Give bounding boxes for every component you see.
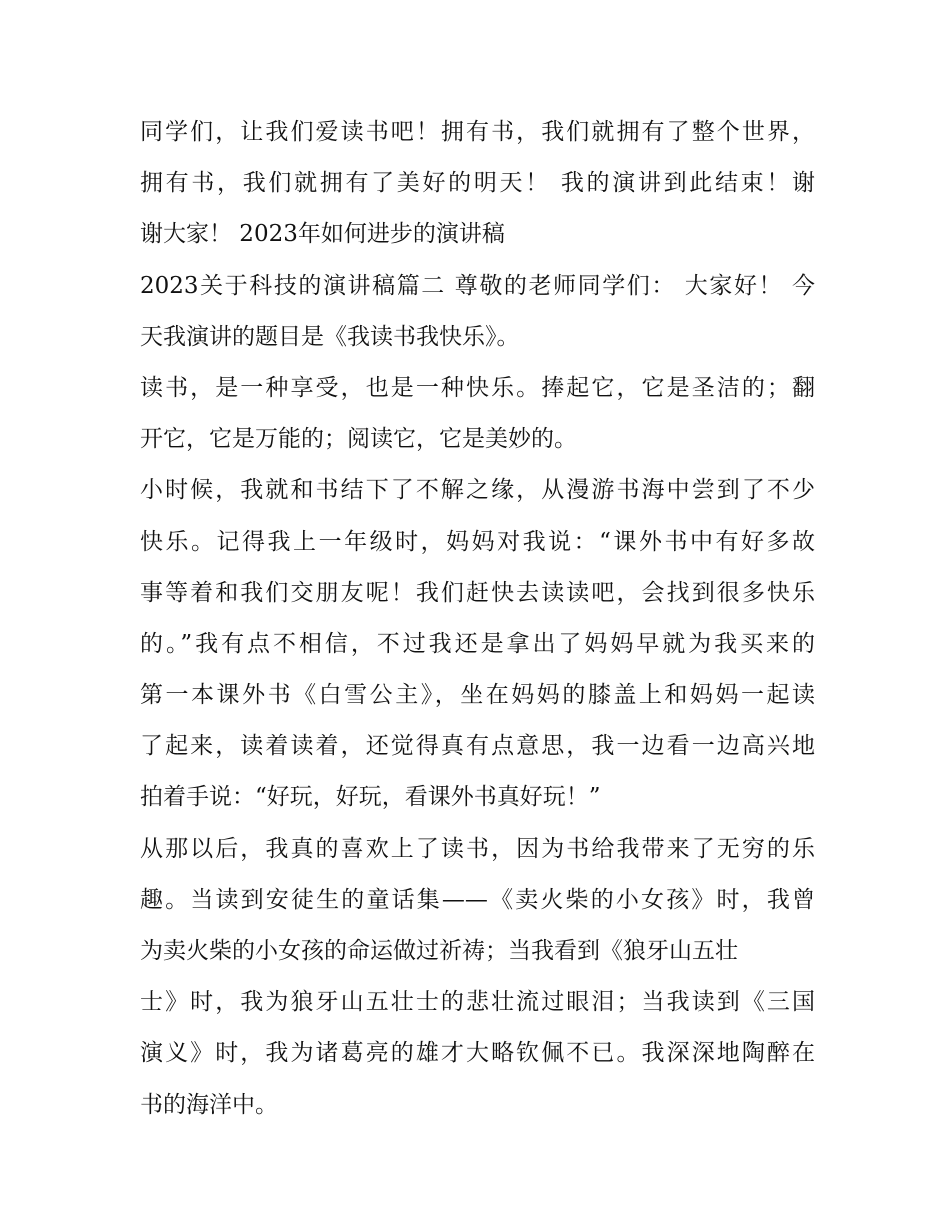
- text-line-1: 同学们，让我们爱读书吧！拥有书，我们就拥有了整个世界，: [140, 119, 815, 145]
- text-line-3: 谢大家！ 2023年如何进步的演讲稿: [140, 221, 505, 248]
- text-line-17: 为卖火柴的小女孩的命运做过祈祷；当我看到《狼牙山五壮: [140, 938, 738, 964]
- text-line-2: 拥有书，我们就拥有了美好的明天！ 我的演讲到此结束！谢: [140, 170, 815, 197]
- text-line-15: 从那以后，我真的喜欢上了读书，因为书给我带来了无穷的乐: [140, 835, 815, 862]
- text-line-20: 书的海洋中。: [140, 1091, 278, 1118]
- text-line-8: 小时候，我就和书结下了不解之缘，从漫游书海中尝到了不少: [140, 477, 815, 504]
- text-line-7: 开它，它是万能的；阅读它，它是美妙的。: [140, 426, 577, 453]
- text-line-16: 趣。当读到安徒生的童话集——《卖火柴的小女孩》时，我曾: [140, 886, 815, 913]
- document-body: [140, 107, 815, 1131]
- text-line-14: 拍着手说：“好玩，好玩，看课外书真好玩！”: [140, 784, 601, 811]
- text-line-13: 了起来，读着读着，还觉得真有点意思，我一边看一边高兴地: [140, 733, 815, 760]
- text-line-18: 士》时，我为狼牙山五壮士的悲壮流过眼泪；当我读到《三国: [140, 989, 815, 1016]
- text-line-9: 快乐。记得我上一年级时，妈妈对我说：“课外书中有好多故: [140, 528, 815, 555]
- text-line-4: 2023关于科技的演讲稿篇二 尊敬的老师同学们： 大家好！ 今: [140, 272, 815, 299]
- text-line-6: 读书，是一种享受，也是一种快乐。捧起它，它是圣洁的；翻: [140, 374, 815, 401]
- text-line-5: 天我演讲的题目是《我读书我快乐》。: [140, 323, 520, 350]
- text-line-10: 事等着和我们交朋友呢！我们赶快去读读吧，会找到很多快乐: [140, 579, 815, 606]
- text-line-11: 的。”我有点不相信，不过我还是拿出了妈妈早就为我买来的: [140, 630, 815, 657]
- text-line-19: 演义》时，我为诸葛亮的雄才大略钦佩不已。我深深地陶醉在: [140, 1040, 815, 1067]
- text-line-12: 第一本课外书《白雪公主》，坐在妈妈的膝盖上和妈妈一起读: [140, 682, 815, 709]
